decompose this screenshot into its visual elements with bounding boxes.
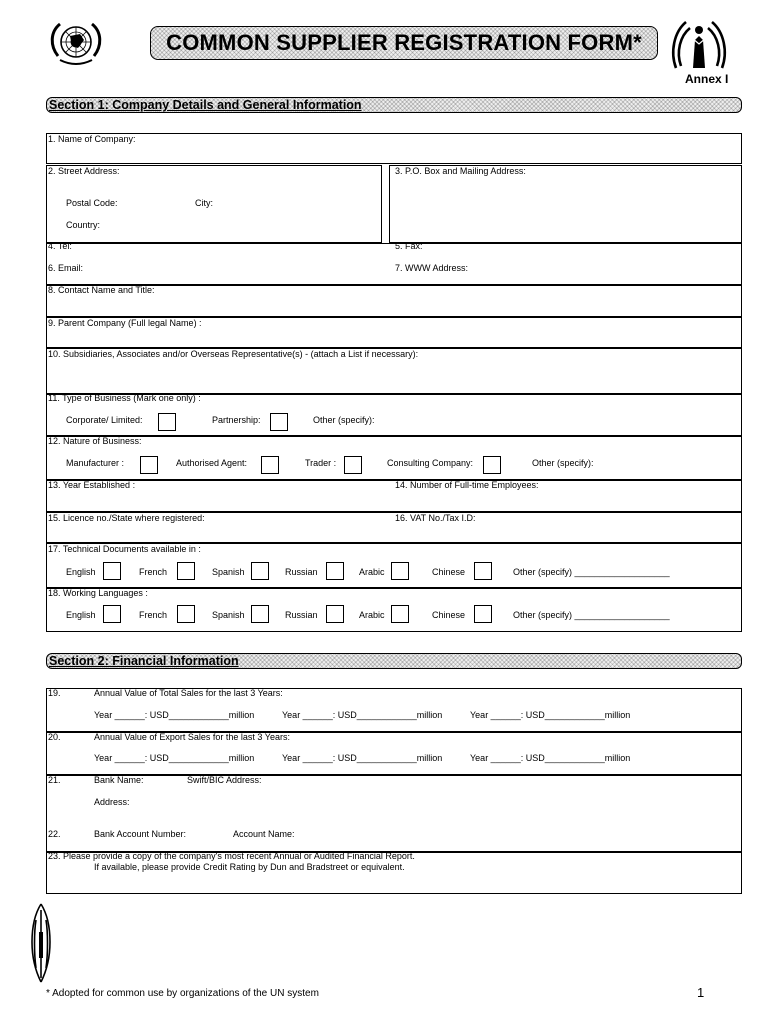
parent-company-label: 9. Parent Company (Full legal Name) :: [48, 318, 202, 328]
total-sales-year-2: Year ______: USD____________million: [282, 710, 443, 720]
partnership-label: Partnership:: [212, 415, 261, 425]
export-sales-year-2: Year ______: USD____________million: [282, 753, 443, 763]
country-label: Country:: [66, 220, 101, 230]
swift-label: Swift/BIC Address:: [187, 775, 262, 785]
employees-label: 14. Number of Full-time Employees:: [395, 480, 539, 490]
work-lang-spanish-checkbox[interactable]: [251, 605, 269, 623]
tech-lang-spanish-checkbox[interactable]: [251, 562, 269, 580]
manufacturer-checkbox[interactable]: [140, 456, 158, 474]
vat-label: 16. VAT No./Tax I.D:: [395, 513, 476, 523]
section-1-heading: Section 1: Company Details and General Information: [46, 97, 742, 113]
subsidiaries-label: 10. Subsidiaries, Associates and/or Overseas Representative(s) - (attach a List if necessary):: [48, 349, 419, 359]
export-sales-year-1: Year ______: USD____________million: [94, 753, 255, 763]
work-lang-french-label: French: [139, 610, 168, 620]
credit-rating-label: If available, please provide Credit Rating by Dun and Bradstreet or equivalent.: [94, 862, 405, 872]
section-2-heading: Section 2: Financial Information: [46, 653, 742, 669]
work-lang-chinese-checkbox[interactable]: [474, 605, 492, 623]
postal-code-label: Postal Code:: [66, 198, 118, 208]
bank-account-label: Bank Account Number:: [94, 829, 187, 839]
export-sales-label: Annual Value of Export Sales for the last 3 Years:: [94, 732, 290, 742]
nature-of-business-label: 12. Nature of Business:: [48, 436, 142, 446]
work-lang-russian-label: Russian: [285, 610, 318, 620]
tel-label: 4. Tel:: [48, 241, 72, 251]
tech-lang-other-label: Other (specify) ___________________: [513, 567, 670, 577]
tech-lang-french-label: French: [139, 567, 168, 577]
bank-details-field[interactable]: [46, 775, 742, 852]
email-label: 6. Email:: [48, 263, 84, 273]
partnership-checkbox[interactable]: [270, 413, 288, 431]
www-address-label: 7. WWW Address:: [395, 263, 469, 273]
tech-lang-arabic-checkbox[interactable]: [391, 562, 409, 580]
contact-numbers-field[interactable]: [46, 243, 742, 285]
tech-lang-chinese-label: Chinese: [432, 567, 466, 577]
working-languages-label: 18. Working Languages :: [48, 588, 148, 598]
authorised-agent-label: Authorised Agent:: [176, 458, 248, 468]
bank-address-label: Address:: [94, 797, 130, 807]
unrwa-candle-logo-icon: [26, 902, 56, 984]
total-sales-year-1: Year ______: USD____________million: [94, 710, 255, 720]
export-sales-year-3: Year ______: USD____________million: [470, 753, 631, 763]
bank-name-label: Bank Name:: [94, 775, 144, 785]
tech-lang-english-checkbox[interactable]: [103, 562, 121, 580]
manufacturer-label: Manufacturer :: [66, 458, 125, 468]
account-name-label: Account Name:: [233, 829, 295, 839]
trader-label: Trader :: [305, 458, 337, 468]
year-established-label: 13. Year Established :: [48, 480, 136, 490]
company-name-label: 1. Name of Company:: [48, 134, 136, 144]
consulting-company-checkbox[interactable]: [483, 456, 501, 474]
corporate-label: Corporate/ Limited:: [66, 415, 143, 425]
financial-report-label: 23. Please provide a copy of the company's most recent Annual or Audited Financial Report.: [48, 851, 415, 861]
work-lang-russian-checkbox[interactable]: [326, 605, 344, 623]
other-nature-label: Other (specify):: [532, 458, 594, 468]
corporate-checkbox[interactable]: [158, 413, 176, 431]
street-address-label: 2. Street Address:: [48, 166, 120, 176]
footnote: * Adopted for common use by organizations of the UN system: [46, 988, 319, 999]
unhcr-logo-icon: [668, 16, 730, 72]
total-sales-label: Annual Value of Total Sales for the last 3 Years:: [94, 688, 283, 698]
annex-label: Annex I: [685, 72, 729, 86]
technical-documents-label: 17. Technical Documents available in :: [48, 544, 201, 554]
work-lang-arabic-checkbox[interactable]: [391, 605, 409, 623]
page-number: 1: [697, 985, 705, 1000]
work-lang-other-label: Other (specify) ___________________: [513, 610, 670, 620]
total-sales-number: 19.: [48, 688, 61, 698]
tech-lang-russian-checkbox[interactable]: [326, 562, 344, 580]
un-emblem-icon: [46, 18, 106, 70]
year-employees-field[interactable]: [46, 480, 742, 512]
tech-lang-chinese-checkbox[interactable]: [474, 562, 492, 580]
company-name-field[interactable]: [46, 133, 742, 164]
bank-name-number: 21.: [48, 775, 61, 785]
licence-label: 15. Licence no./State where registered:: [48, 513, 205, 523]
tech-lang-russian-label: Russian: [285, 567, 318, 577]
total-sales-year-3: Year ______: USD____________million: [470, 710, 631, 720]
tech-lang-french-checkbox[interactable]: [177, 562, 195, 580]
work-lang-french-checkbox[interactable]: [177, 605, 195, 623]
work-lang-arabic-label: Arabic: [359, 610, 385, 620]
tech-lang-spanish-label: Spanish: [212, 567, 245, 577]
consulting-company-label: Consulting Company:: [387, 458, 474, 468]
form-title: COMMON SUPPLIER REGISTRATION FORM*: [150, 26, 658, 60]
po-box-label: 3. P.O. Box and Mailing Address:: [395, 166, 526, 176]
tech-lang-arabic-label: Arabic: [359, 567, 385, 577]
work-lang-chinese-label: Chinese: [432, 610, 466, 620]
trader-checkbox[interactable]: [344, 456, 362, 474]
export-sales-number: 20.: [48, 732, 61, 742]
city-label: City:: [195, 198, 213, 208]
work-lang-english-checkbox[interactable]: [103, 605, 121, 623]
bank-account-number: 22.: [48, 829, 61, 839]
type-of-business-label: 11. Type of Business (Mark one only) :: [48, 393, 201, 403]
contact-name-label: 8. Contact Name and Title:: [48, 285, 155, 295]
other-business-type-label: Other (specify):: [313, 415, 375, 425]
tech-lang-english-label: English: [66, 567, 96, 577]
work-lang-spanish-label: Spanish: [212, 610, 245, 620]
authorised-agent-checkbox[interactable]: [261, 456, 279, 474]
work-lang-english-label: English: [66, 610, 96, 620]
fax-label: 5. Fax:: [395, 241, 423, 251]
